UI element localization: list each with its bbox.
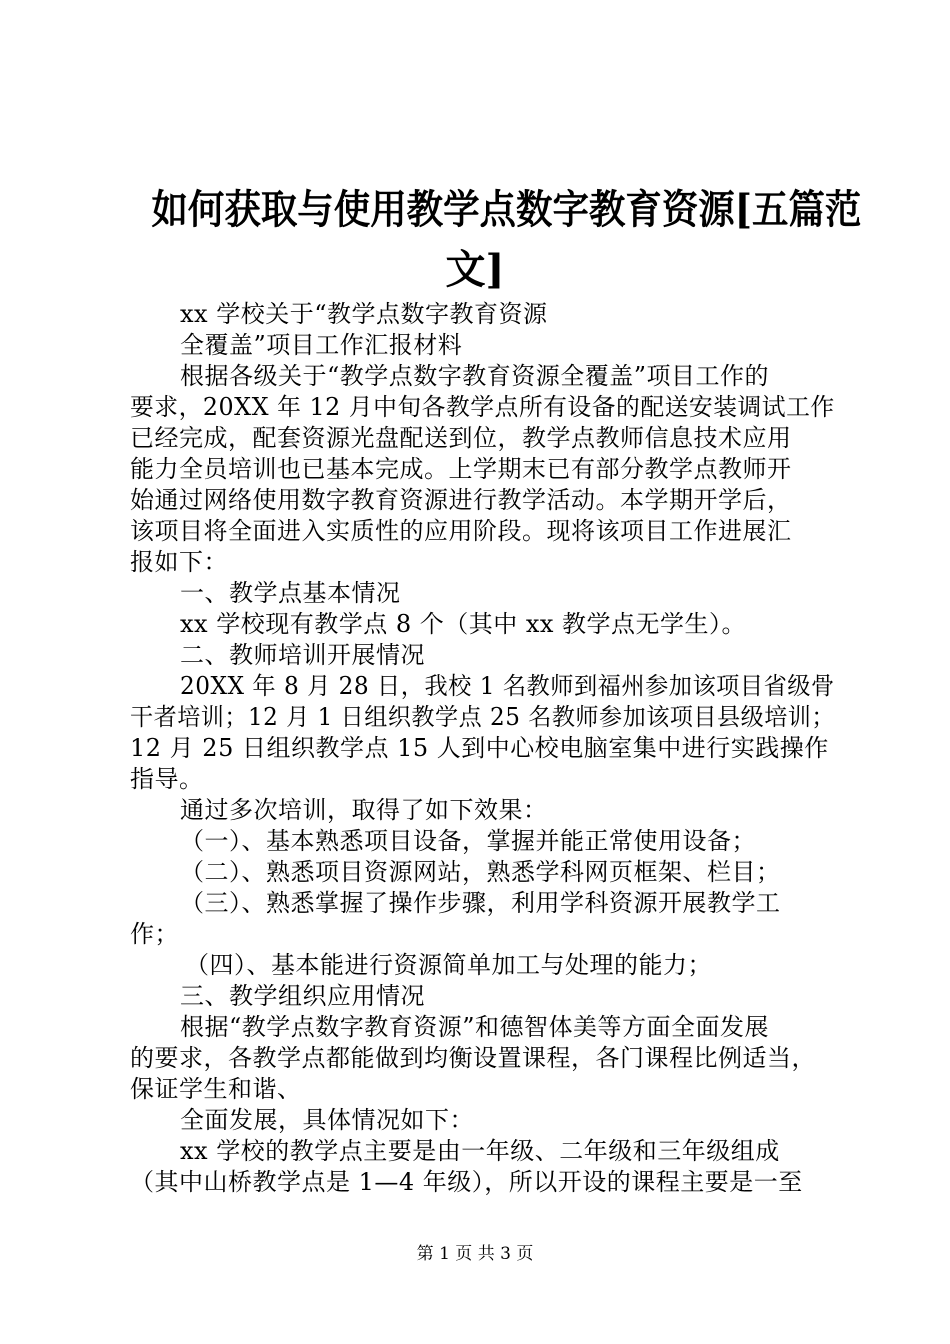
- body-line: 全覆盖”项目工作汇报材料: [180, 331, 463, 359]
- body-line: 的要求，各教学点都能做到均衡设置课程，各门课程比例适当，: [130, 1044, 816, 1072]
- list-item: （四）、基本能进行资源简单加工与处理的能力；: [185, 951, 712, 979]
- body-line: 始通过网络使用数字教育资源进行教学活动。本学期开学后，: [130, 486, 792, 514]
- body-line: 根据“教学点数字教育资源”和德智体美等方面全面发展: [180, 1013, 770, 1041]
- section-heading: 一、教学点基本情况: [180, 579, 401, 607]
- body-line: 能力全员培训也已基本完成。上学期末已有部分教学点教师开: [130, 455, 792, 483]
- document-title-line-1: 如何获取与使用教学点数字教育资源[五篇范: [151, 186, 862, 233]
- body-line: 已经完成，配套资源光盘配送到位，教学点教师信息技术应用: [130, 424, 792, 452]
- body-line: xx 学校的教学点主要是由一年级、二年级和三年级组成: [180, 1137, 780, 1165]
- body-line: 保证学生和谐、: [130, 1075, 302, 1103]
- page-footer: 第 1 页 共 3 页: [416, 1244, 534, 1264]
- body-line: 指导。: [130, 765, 204, 793]
- body-line: 12 月 25 日组织教学点 15 人到中心校电脑室集中进行实践操作: [130, 734, 829, 762]
- list-item: （一）、基本熟悉项目设备，掌握并能正常使用设备；: [180, 827, 756, 855]
- list-item: （二）、熟悉项目资源网站，熟悉学科网页框架、栏目；: [180, 858, 781, 886]
- section-heading: 二、教师培训开展情况: [180, 641, 425, 669]
- document-title-line-2: 文]: [445, 246, 505, 293]
- body-line: 报如下：: [130, 548, 228, 576]
- section-heading: 三、教学组织应用情况: [180, 982, 425, 1010]
- body-line: 该项目将全面进入实质性的应用阶段。现将该项目工作进展汇: [130, 517, 792, 545]
- list-item: 作；: [130, 920, 179, 948]
- body-line: 20XX 年 8 月 28 日，我校 1 名教师到福州参加该项目省级骨: [180, 672, 835, 700]
- body-line: xx 学校现有教学点 8 个（其中 xx 教学点无学生）。: [180, 610, 747, 638]
- body-line: 要求，20XX 年 12 月中旬各教学点所有设备的配送安装调试工作: [130, 393, 835, 421]
- body-line: 干者培训；12 月 1 日组织教学点 25 名教师参加该项目县级培训；: [130, 703, 835, 731]
- body-line: 全面发展，具体情况如下：: [180, 1106, 474, 1134]
- body-line: 通过多次培训，取得了如下效果：: [180, 796, 548, 824]
- list-item: （三）、熟悉掌握了操作步骤，利用学科资源开展教学工: [180, 889, 781, 917]
- body-line: 根据各级关于“教学点数字教育资源全覆盖”项目工作的: [180, 362, 770, 390]
- body-line: xx 学校关于“教学点数字教育资源: [180, 300, 548, 328]
- body-line: （其中山桥教学点是 1—4 年级），所以开设的课程主要是一至: [130, 1168, 803, 1196]
